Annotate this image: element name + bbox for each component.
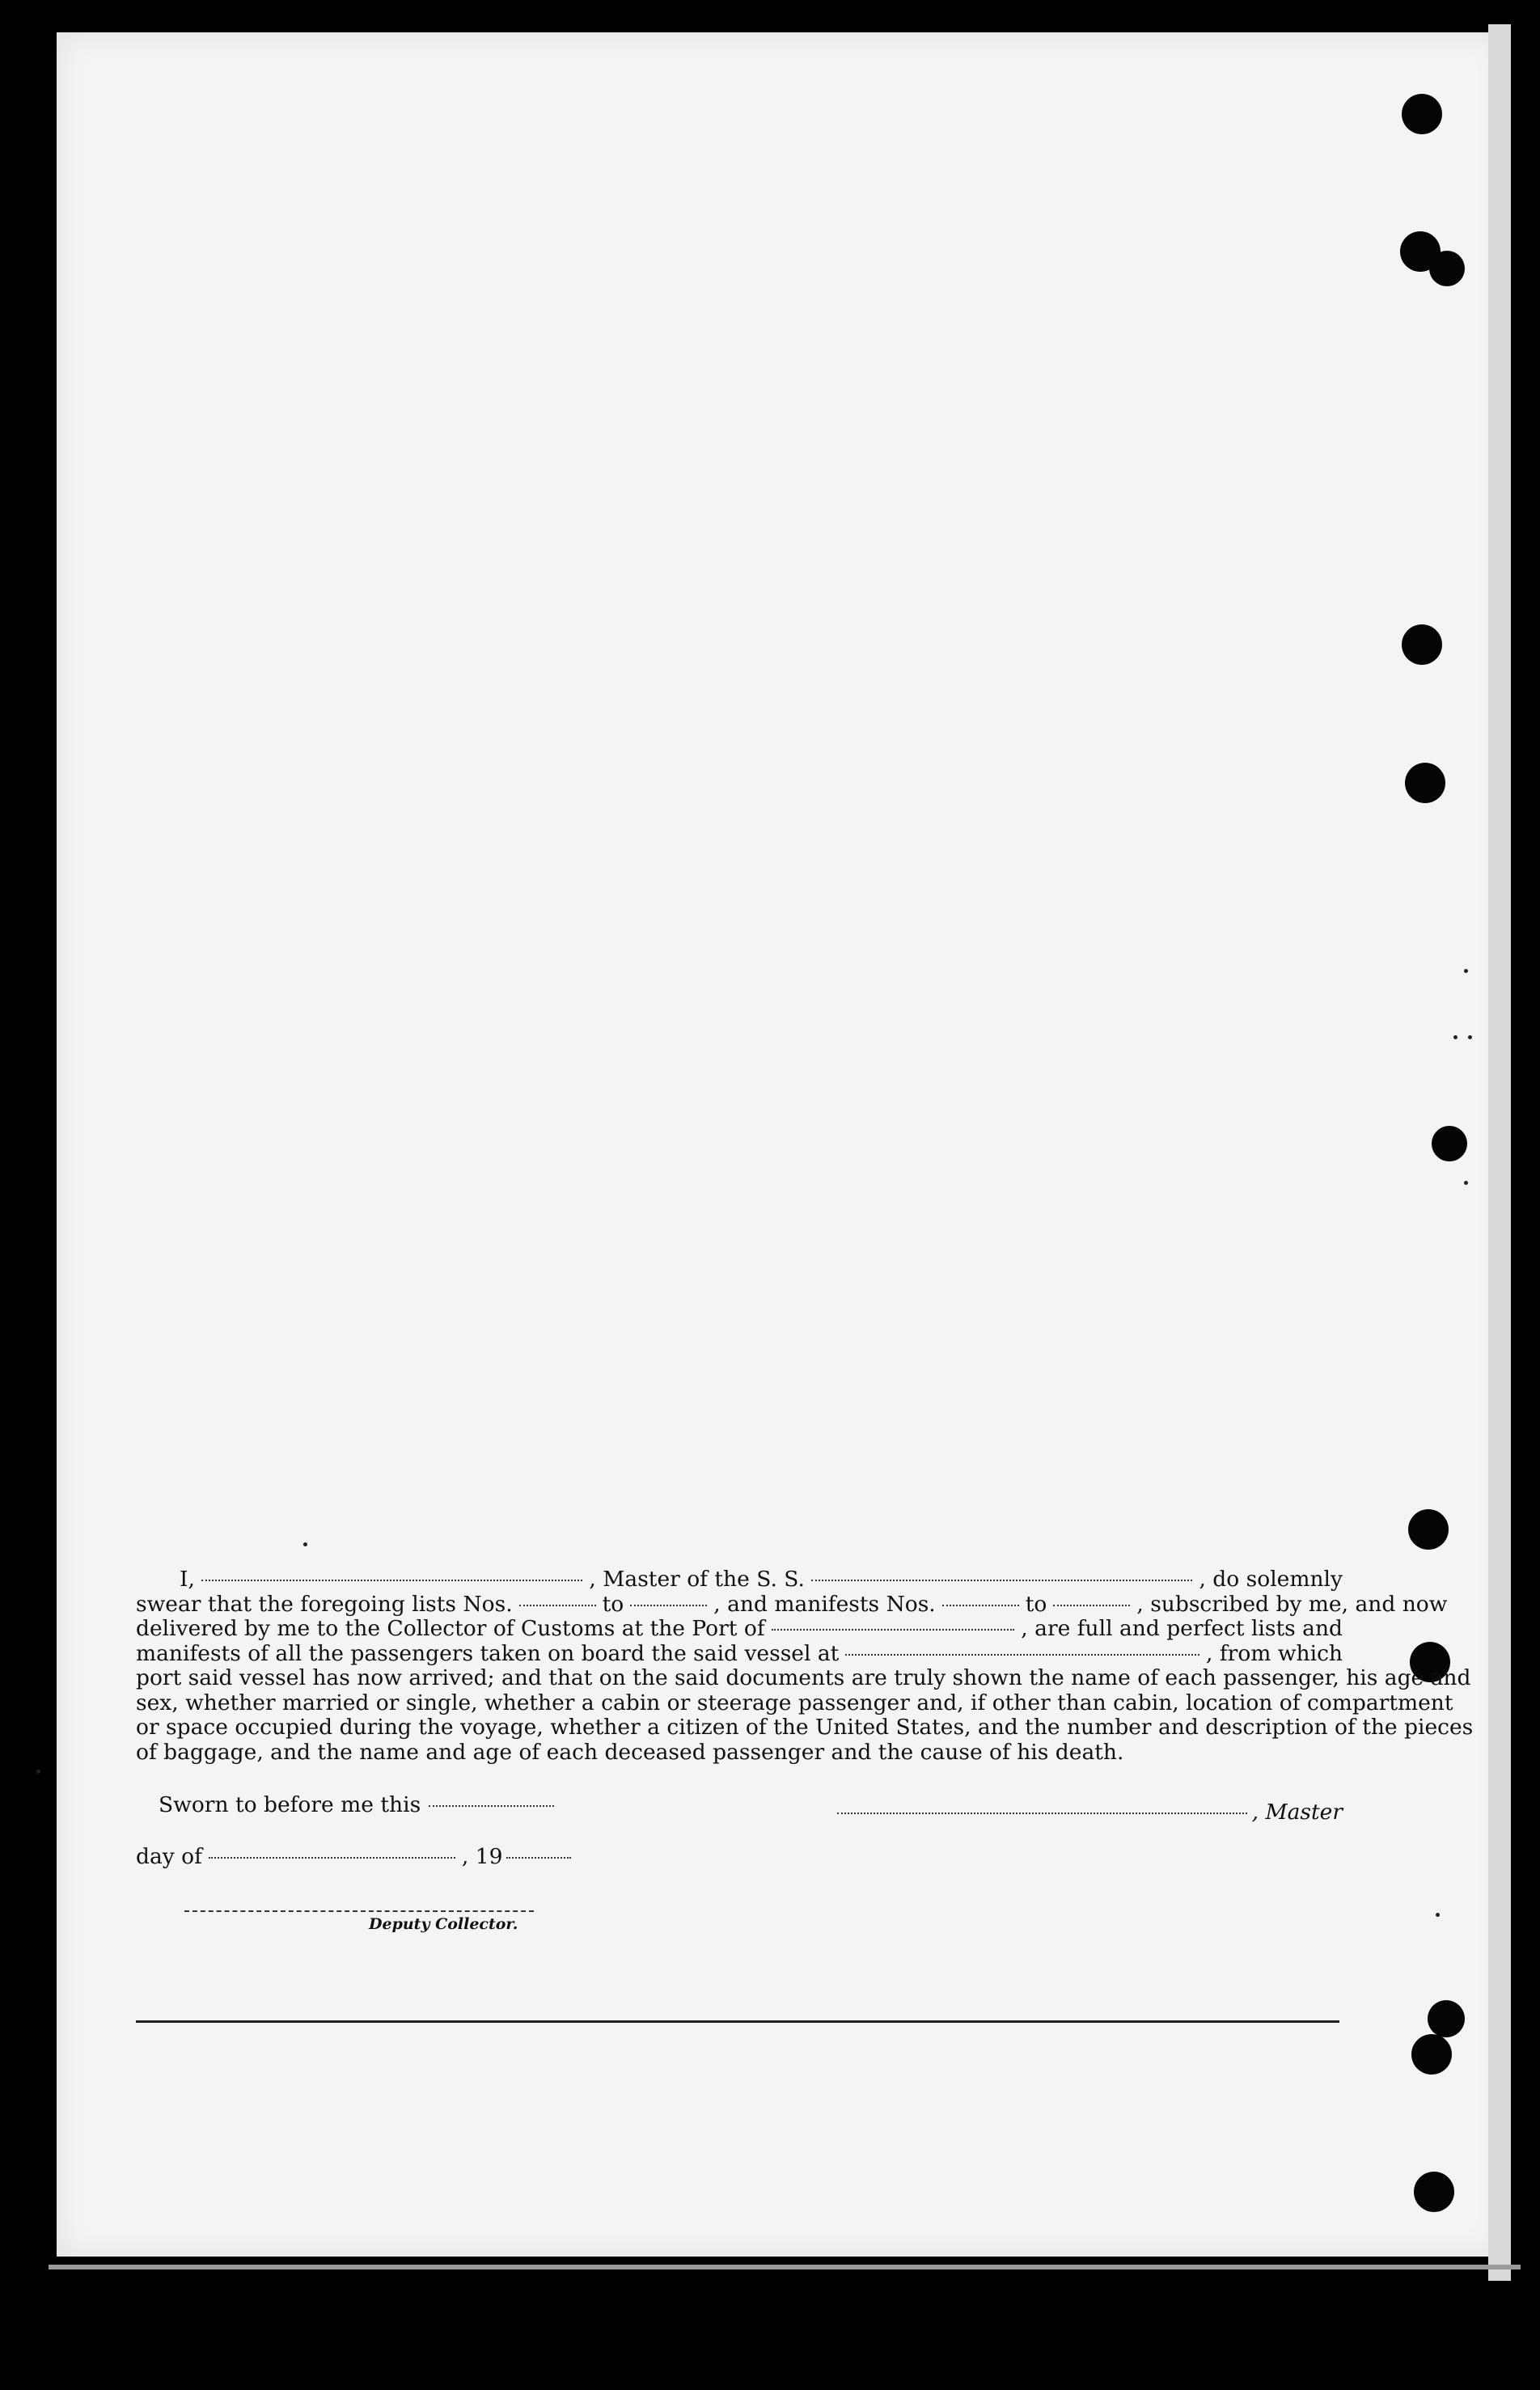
year-blank[interactable] xyxy=(506,1857,571,1859)
oath-text: manifests of all the passengers taken on board the said vessel at xyxy=(136,1640,840,1666)
oath-text: , subscribed by me, and now xyxy=(1136,1591,1448,1617)
list-to-blank[interactable] xyxy=(630,1605,707,1606)
punch-hole-icon xyxy=(1405,763,1445,803)
sworn-label: Sworn to before me this xyxy=(159,1792,421,1817)
oath-text: port said vessel has now arrived; and that on the said documents are truly shown the name of each passenger, his age and xyxy=(136,1665,1471,1690)
day-of-label: day of xyxy=(136,1844,202,1869)
speck-icon xyxy=(1464,969,1468,973)
oath-text: I, xyxy=(180,1567,195,1592)
bottom-rule xyxy=(136,2020,1339,2023)
oath-text: , Master of the S. S. xyxy=(589,1567,805,1592)
page-bottom-edge xyxy=(49,2265,1521,2269)
punch-hole-icon xyxy=(1428,2000,1465,2037)
speck-icon xyxy=(1464,1181,1468,1185)
manifest-from-blank[interactable] xyxy=(942,1605,1019,1606)
punch-hole-icon xyxy=(1411,2034,1452,2075)
page-edge xyxy=(1488,24,1511,2281)
speck-icon xyxy=(1468,1035,1472,1039)
punch-hole-icon xyxy=(1408,1509,1449,1550)
speck-icon xyxy=(1436,1913,1440,1917)
oath-text: , do solemnly xyxy=(1199,1567,1343,1592)
month-blank[interactable] xyxy=(209,1857,455,1859)
oath-text: , from which xyxy=(1206,1640,1343,1666)
oath-text: to xyxy=(1025,1591,1047,1617)
deputy-collector-label: Deputy Collector. xyxy=(369,1915,518,1933)
sworn-date-blank[interactable] xyxy=(429,1805,554,1807)
oath-text: of baggage, and the name and age of each deceased passenger and the cause of his death. xyxy=(136,1739,1124,1765)
oath-paragraph xyxy=(136,1567,1474,1765)
punch-hole-icon xyxy=(1414,2172,1454,2212)
speck-icon xyxy=(303,1542,307,1546)
master-signature-line xyxy=(837,1800,1343,1825)
year-label: , 19 xyxy=(461,1844,503,1869)
manifest-to-blank[interactable] xyxy=(1053,1605,1130,1606)
punch-hole-icon xyxy=(1402,94,1442,134)
oath-text: delivered by me to the Collector of Customs at the Port of xyxy=(136,1616,765,1641)
day-of-line xyxy=(136,1844,571,1869)
ship-name-blank[interactable] xyxy=(811,1580,1193,1581)
departure-port-blank[interactable] xyxy=(845,1654,1199,1656)
oath-text: , and manifests Nos. xyxy=(713,1591,936,1617)
sworn-line xyxy=(159,1792,554,1817)
punch-hole-icon xyxy=(1432,1126,1467,1161)
list-from-blank[interactable] xyxy=(519,1605,596,1606)
document-page xyxy=(57,32,1504,2257)
deputy-signature-blank[interactable] xyxy=(184,1910,534,1912)
speck-icon xyxy=(1453,1035,1458,1039)
punch-hole-icon xyxy=(1429,251,1465,286)
port-blank[interactable] xyxy=(772,1629,1015,1631)
oath-text: , are full and perfect lists and xyxy=(1021,1616,1343,1641)
oath-text: or space occupied during the voyage, whether a citizen of the United States, and the number and description of the pieces xyxy=(136,1715,1474,1740)
speck-icon xyxy=(36,1770,40,1774)
oath-text: swear that the foregoing lists Nos. xyxy=(136,1591,513,1617)
oath-text: to xyxy=(602,1591,624,1617)
name-blank[interactable] xyxy=(201,1580,583,1581)
master-signature-blank[interactable] xyxy=(837,1813,1247,1814)
oath-text: sex, whether married or single, whether a cabin or steerage passenger and, if other than cabin, location of compartment xyxy=(136,1690,1453,1715)
master-label: , Master xyxy=(1251,1800,1343,1825)
punch-hole-icon xyxy=(1402,624,1442,665)
